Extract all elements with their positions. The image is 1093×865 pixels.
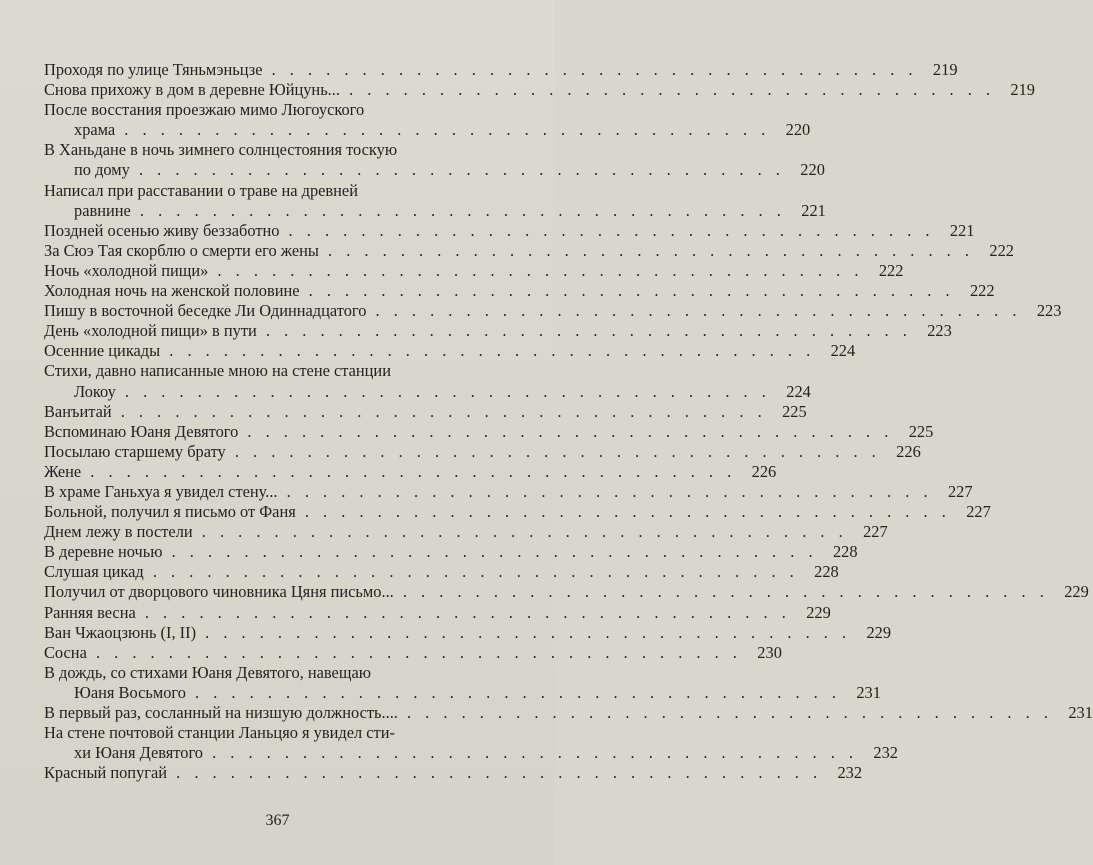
toc-entry	[44, 301, 1062, 321]
toc-entry-page: 226	[751, 461, 777, 481]
toc-entry-title	[44, 401, 807, 422]
toc-entry-page: 226	[896, 441, 921, 461]
toc-entry-text-content: Сосна	[44, 642, 87, 662]
toc-entry-page: 224	[786, 381, 811, 401]
toc-entry	[44, 361, 811, 401]
leader-dots: . . . . . . . . . . . . . . . . . . . . . . . . . . . . . . . . . . . .	[86, 642, 742, 662]
toc-entry-title	[44, 240, 1014, 261]
toc-entry-page: 232	[837, 763, 863, 783]
toc-entry-text-content: Жене	[44, 461, 82, 481]
toc-entry-text-content: хи Юаня Девятого	[74, 743, 203, 763]
toc-entry	[44, 321, 952, 341]
toc-entry	[44, 80, 1035, 100]
toc-entry-text	[44, 663, 490, 683]
toc-entry-title	[44, 321, 952, 341]
toc-entry-text-content: За Сюэ Тая скорблю о смерти его жены	[44, 240, 319, 260]
toc-entry-text-content: Ночь «холодной пищи»	[44, 260, 209, 280]
toc-entry-text	[44, 542, 818, 562]
toc-entry-page: 221	[949, 220, 975, 240]
toc-entry-text-content: храма	[74, 120, 116, 140]
toc-entry-title-continuation	[44, 120, 811, 140]
toc-entry-page: 229	[866, 622, 892, 642]
toc-entry-title	[44, 461, 777, 482]
leader-dots: . . . . . . . . . . . . . . . . . . . . . . . . . . . . . . . . . . . .	[279, 220, 935, 240]
toc-entry-text-content: равнине	[74, 200, 131, 220]
toc-entry-text-content: В дождь, со стихами Юаня Девятого, навещаю	[44, 662, 371, 682]
toc-entry-text	[74, 201, 786, 221]
toc-entry-page: 221	[801, 200, 826, 220]
toc-entry-text-content: Слушая цикад	[44, 562, 144, 582]
toc-entry-title	[44, 441, 921, 462]
toc-entry-title	[44, 703, 1093, 723]
toc-entry-text-content: Посылаю старшему брату	[44, 441, 226, 461]
toc-entry-text-content: День «холодной пищи» в пути	[44, 321, 257, 341]
toc-entry-title-continuation	[44, 682, 881, 703]
leader-dots: . . . . . . . . . . . . . . . . . . . . . . . . . . . . . . . . . . . .	[339, 80, 995, 100]
toc-entry	[44, 582, 1089, 602]
toc-entry-text-content: На стене почтовой станции Ланьцяо я увидел сти-	[44, 723, 395, 743]
toc-entry-title	[44, 763, 863, 783]
toc-entry-page: 229	[1064, 582, 1089, 602]
toc-entry-text	[44, 100, 490, 120]
leader-dots: . . . . . . . . . . . . . . . . . . . . . . . . . . . . . . . . . . . .	[295, 502, 951, 522]
leader-dots: . . . . . . . . . . . . . . . . . . . . . . . . . . . . . . . . . . . .	[262, 60, 918, 79]
toc-entry-text	[44, 321, 912, 341]
toc-entry-text	[44, 442, 881, 462]
toc-entry-text	[44, 402, 767, 422]
toc-entry-text	[44, 462, 736, 482]
toc-entry-title-continuation	[44, 743, 898, 763]
toc-entry-text	[44, 763, 822, 783]
toc-entry	[44, 502, 991, 522]
toc-entry-page: 225	[782, 401, 807, 421]
toc-entry-page: 231	[1068, 703, 1093, 722]
toc-entry-title	[44, 181, 490, 201]
toc-entry-title	[44, 100, 490, 120]
toc-entry	[44, 602, 831, 623]
toc-entry-text	[44, 281, 955, 301]
toc-entry	[44, 60, 958, 80]
toc-entry	[44, 100, 811, 140]
leader-dots: . . . . . . . . . . . . . . . . . . . . . . . . . . . . . . . . . . . .	[393, 582, 1049, 602]
leader-dots: . . . . . . . . . . . . . . . . . . . . . . . . . . . . . . . . . . . .	[277, 481, 933, 501]
leader-dots: . . . . . . . . . . . . . . . . . . . . . . . . . . . . . . . . . . . .	[167, 763, 823, 783]
toc-entry-text-content: по дому	[74, 160, 130, 180]
toc-entry-title	[44, 642, 782, 663]
toc-entry	[44, 260, 904, 281]
toc-entry-page: 225	[908, 421, 934, 441]
toc-entry-title	[44, 582, 1089, 602]
toc-entry-page: 227	[947, 481, 973, 501]
toc-entry-text	[44, 181, 490, 201]
toc-entry-text	[44, 522, 848, 542]
toc-entry-title	[44, 562, 839, 582]
toc-entry-text-content: Юаня Восьмого	[74, 682, 186, 702]
toc-entry-page: 222	[989, 240, 1014, 260]
toc-entry	[44, 723, 898, 763]
toc-entry-text	[44, 241, 974, 261]
toc-entry	[44, 140, 825, 180]
toc-entry-text	[44, 723, 490, 743]
toc-entry-text-content: Снова прихожу в дом в деревне Юйцунь...	[44, 80, 340, 100]
toc-entry-text-content: Стихи, давно написанные мною на стене станции	[44, 361, 391, 381]
toc-entry	[44, 461, 777, 482]
leader-dots: . . . . . . . . . . . . . . . . . . . . . . . . . . . . . . . . . . . .	[81, 461, 737, 481]
toc-entry-title	[44, 140, 490, 160]
leader-dots: . . . . . . . . . . . . . . . . . . . . . . . . . . . . . . . . . . . .	[202, 743, 858, 763]
toc-entry-page: 231	[856, 682, 881, 702]
toc-entry	[44, 180, 826, 221]
toc-entry	[44, 281, 995, 301]
toc-entry	[44, 662, 881, 703]
toc-entry-text-content: Осенние цикады	[44, 341, 161, 361]
toc-entry-text-content: В Ханьдане в ночь зимнего солнцестояния тоскую	[44, 140, 398, 160]
leader-dots: . . . . . . . . . . . . . . . . . . . . . . . . . . . . . . . . . . . .	[111, 401, 767, 421]
toc-entry-title	[44, 220, 975, 241]
toc-entry-text-content: Больной, получил я письмо от Фаня	[44, 502, 296, 522]
toc-entry-text-content: Днем лежу в постели	[44, 522, 193, 542]
toc-entry-text	[44, 221, 934, 241]
toc-entry-page: 228	[814, 562, 839, 582]
toc-entry	[44, 522, 888, 542]
toc-entry-text	[44, 482, 933, 502]
toc-entry-text	[44, 623, 851, 643]
page-number: 367	[265, 812, 290, 829]
toc-entry	[44, 622, 892, 643]
toc-entry-text	[44, 502, 951, 522]
toc-entry	[44, 401, 807, 422]
leader-dots: . . . . . . . . . . . . . . . . . . . . . . . . . . . . . . . . . . . .	[160, 341, 816, 361]
toc-entry	[44, 542, 858, 562]
toc-entry-text-content: Пишу в восточной беседке Ли Одиннадцатого	[44, 301, 367, 321]
toc-entry-title	[44, 622, 892, 643]
toc-entry-title	[44, 281, 995, 301]
toc-entry-title	[44, 301, 1062, 321]
toc-entry-text	[74, 120, 770, 140]
toc-entry-text	[44, 361, 490, 381]
toc-entry-text-content: В храме Ганьхуа я увидел стену...	[44, 481, 278, 501]
toc-entry-text	[44, 301, 1021, 321]
toc-entry-title	[44, 502, 991, 522]
toc-entry-text-content: После восстания проезжаю мимо Люгоуского	[44, 100, 365, 120]
toc-entry-text	[44, 643, 742, 663]
toc-entry-page: 229	[806, 602, 831, 622]
toc-entry	[44, 441, 921, 462]
leader-dots: . . . . . . . . . . . . . . . . . . . . . . . . . . . . . . . . . . . .	[185, 682, 841, 702]
leader-dots: . . . . . . . . . . . . . . . . . . . . . . . . . . . . . . . . . . . .	[129, 160, 785, 180]
toc-entry-page: 224	[830, 341, 856, 361]
toc-entry-text-content: Локоу	[74, 381, 116, 401]
toc-entry-title-continuation	[44, 200, 826, 221]
leader-dots: . . . . . . . . . . . . . . . . . . . . . . . . . . . . . . . . . . . .	[318, 240, 974, 260]
toc-entry-page: 222	[969, 281, 995, 301]
leader-dots: . . . . . . . . . . . . . . . . . . . . . . . . . . . . . . . . . . . .	[115, 120, 771, 140]
toc-entry-page: 227	[966, 502, 991, 522]
toc-entry-text	[44, 140, 490, 160]
toc-entry-text	[44, 261, 863, 281]
toc-entry-text	[44, 422, 893, 442]
toc-entry	[44, 763, 863, 783]
toc-entry-title	[44, 542, 858, 562]
toc-entry-text	[74, 683, 841, 703]
toc-entry-page: 222	[878, 260, 904, 280]
toc-entry-text-content: Вспоминаю Юаня Девятого	[44, 421, 239, 441]
toc-entry-text	[74, 743, 858, 763]
toc-entry-title	[44, 361, 490, 381]
toc-entry-page: 219	[1010, 80, 1035, 100]
toc-entry-text-content: Красный попугай	[44, 763, 168, 783]
toc-entry-title	[44, 341, 856, 361]
toc-entry-title	[44, 663, 490, 683]
toc-entry-text	[44, 582, 1049, 602]
toc-entry-text	[74, 382, 771, 402]
toc-entry-title	[44, 522, 888, 542]
toc-entry	[44, 341, 856, 361]
toc-entry-page: 220	[800, 160, 825, 180]
leader-dots: . . . . . . . . . . . . . . . . . . . . . . . . . . . . . . . . . . . .	[196, 622, 852, 642]
leader-dots: . . . . . . . . . . . . . . . . . . . . . . . . . . . . . . . . . . . .	[135, 602, 791, 622]
toc-entry-text-content: Ранняя весна	[44, 602, 136, 622]
toc-entry-page: 228	[832, 542, 858, 562]
leader-dots: . . . . . . . . . . . . . . . . . . . . . . . . . . . . . . . . . . . .	[130, 200, 786, 220]
toc-entry-text	[44, 60, 918, 80]
toc-entry-title-continuation	[44, 381, 811, 402]
toc-entry-text	[44, 703, 1053, 723]
toc-entry	[44, 703, 1093, 723]
toc-entry-text-content: Написал при расставании о траве на древней	[44, 180, 358, 200]
toc-entry-page: 227	[863, 522, 888, 542]
toc-entry-text-content: Получил от дворцового чиновника Цяня письмо...	[44, 582, 394, 602]
toc-entry-text	[74, 160, 785, 180]
leader-dots: . . . . . . . . . . . . . . . . . . . . . . . . . . . . . . . . . . . .	[299, 281, 955, 301]
toc-entry	[44, 562, 839, 582]
toc-entry	[44, 481, 973, 502]
toc-entry	[44, 421, 934, 442]
toc-entry-page: 223	[927, 321, 952, 341]
toc-entry-page: 223	[1036, 301, 1062, 321]
toc-entry-title	[44, 723, 490, 743]
toc-entry-text-content: Ван Чжаоцзюнь (I, II)	[44, 622, 197, 642]
toc-entry-text-content: В первый раз, сосланный на низшую должность....	[44, 703, 398, 722]
toc-entry-page: 219	[932, 60, 958, 79]
toc-entry-text	[44, 562, 799, 582]
toc-entry	[44, 642, 782, 663]
leader-dots: . . . . . . . . . . . . . . . . . . . . . . . . . . . . . . . . . . . .	[225, 441, 881, 461]
leader-dots: . . . . . . . . . . . . . . . . . . . . . . . . . . . . . . . . . . . .	[143, 562, 799, 582]
leader-dots: . . . . . . . . . . . . . . . . . . . . . . . . . . . . . . . . . . . .	[115, 381, 771, 401]
toc-entry-title-continuation	[44, 160, 825, 180]
leader-dots: . . . . . . . . . . . . . . . . . . . . . . . . . . . . . . . . . . . .	[162, 542, 818, 562]
toc-entry-text	[44, 603, 791, 623]
table-of-contents	[44, 60, 1093, 783]
leader-dots: . . . . . . . . . . . . . . . . . . . . . . . . . . . . . . . . . . . .	[256, 321, 912, 341]
leader-dots: . . . . . . . . . . . . . . . . . . . . . . . . . . . . . . . . . . . .	[366, 301, 1022, 321]
toc-entry-title	[44, 481, 973, 502]
leader-dots: . . . . . . . . . . . . . . . . . . . . . . . . . . . . . . . . . . . .	[238, 421, 894, 441]
toc-entry-text	[44, 341, 815, 361]
toc-entry-text	[44, 80, 995, 100]
toc-entry-title	[44, 260, 904, 281]
leader-dots: . . . . . . . . . . . . . . . . . . . . . . . . . . . . . . . . . . . .	[208, 260, 864, 280]
leader-dots: . . . . . . . . . . . . . . . . . . . . . . . . . . . . . . . . . . . .	[192, 522, 848, 542]
toc-entry-page: 230	[757, 642, 782, 662]
leader-dots: . . . . . . . . . . . . . . . . . . . . . . . . . . . . . . . . . . . .	[397, 703, 1053, 722]
toc-entry-page: 232	[873, 743, 898, 763]
toc-entry	[44, 220, 975, 241]
toc-entry-text-content: Проходя по улице Тяньмэньцзе	[44, 60, 263, 79]
toc-entry-page: 220	[785, 120, 811, 140]
toc-entry-text-content: Поздней осенью живу беззаботно	[44, 220, 280, 240]
toc-entry-title	[44, 421, 934, 442]
toc-entry-title	[44, 602, 831, 623]
toc-entry-text-content: Холодная ночь на женской половине	[44, 281, 300, 301]
toc-entry-text-content: Ванъитай	[44, 401, 112, 421]
toc-entry-title	[44, 60, 958, 80]
toc-entry-title	[44, 80, 1035, 100]
toc-entry-text-content: В деревне ночью	[44, 542, 163, 562]
toc-entry	[44, 240, 1014, 261]
